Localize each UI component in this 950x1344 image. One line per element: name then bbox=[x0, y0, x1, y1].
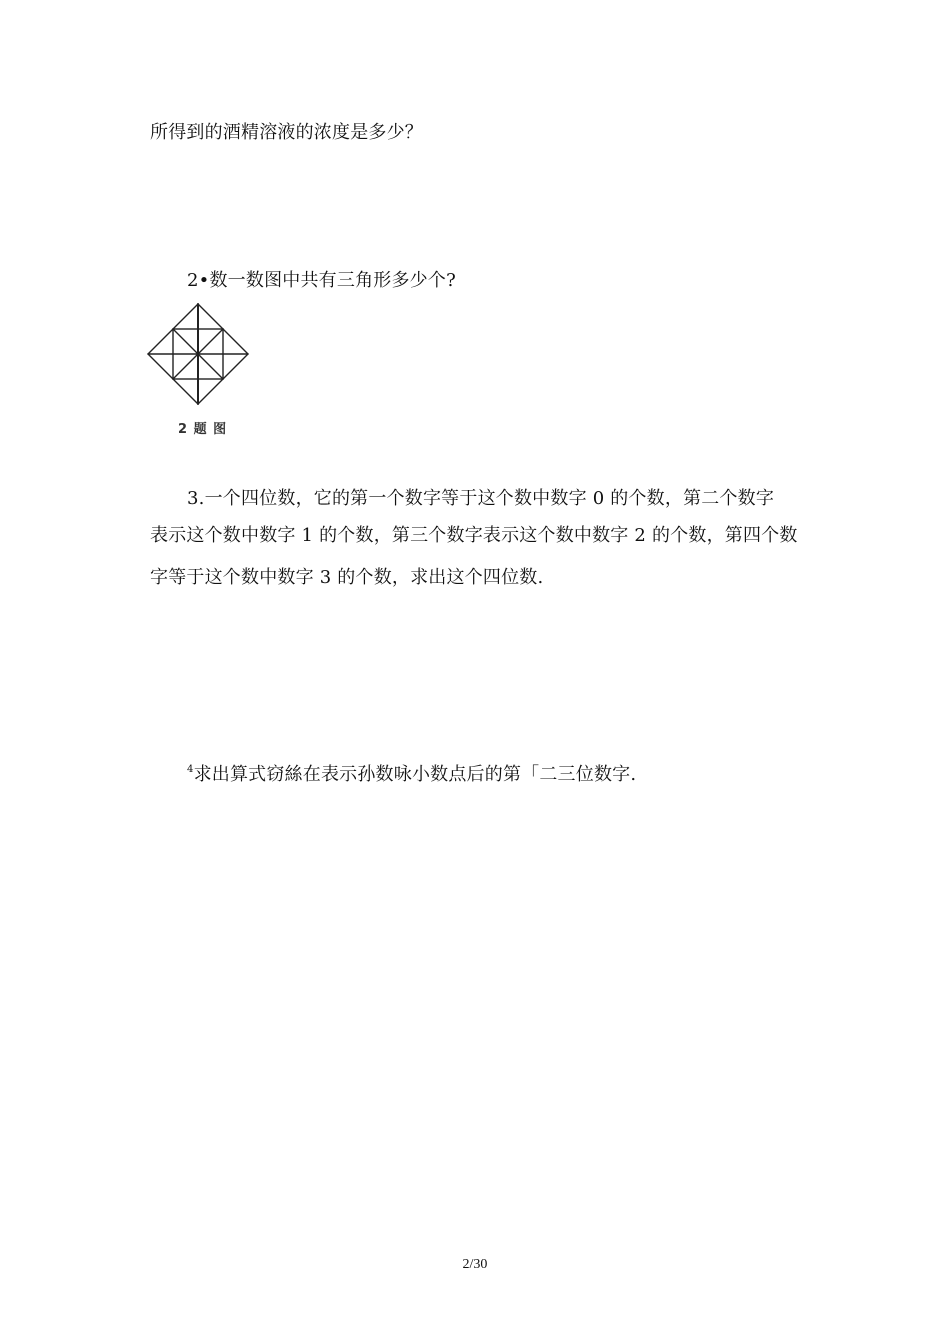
question-3-line-2: 表示这个数中数字 1 的个数，第三个数字表示这个数中数字 2 的个数，第四个数 bbox=[150, 525, 798, 546]
question-3-line-3: 字等于这个数中数字 3 的个数，求出这个四位数. bbox=[150, 567, 544, 588]
question-4-number: 4 bbox=[187, 764, 194, 775]
figure-caption: 2 题 图 bbox=[178, 422, 228, 437]
intro-text: 所得到的酒精溶液的浓度是多少？ bbox=[150, 122, 423, 143]
question-2-text: 2•数一数图中共有三角形多少个? bbox=[187, 270, 456, 291]
question-3-line-1: 3.一个四位数，它的第一个数字等于这个数中数字 0 的个数，第二个数字 bbox=[187, 488, 775, 509]
question-4-body: 求出算式窃絲在表示孙数咏小数点后的第「二三位数字. bbox=[193, 764, 637, 785]
page-number: 2/30 bbox=[462, 1257, 488, 1272]
question-4-text bbox=[187, 760, 636, 786]
triangle-count-figure bbox=[146, 302, 250, 406]
